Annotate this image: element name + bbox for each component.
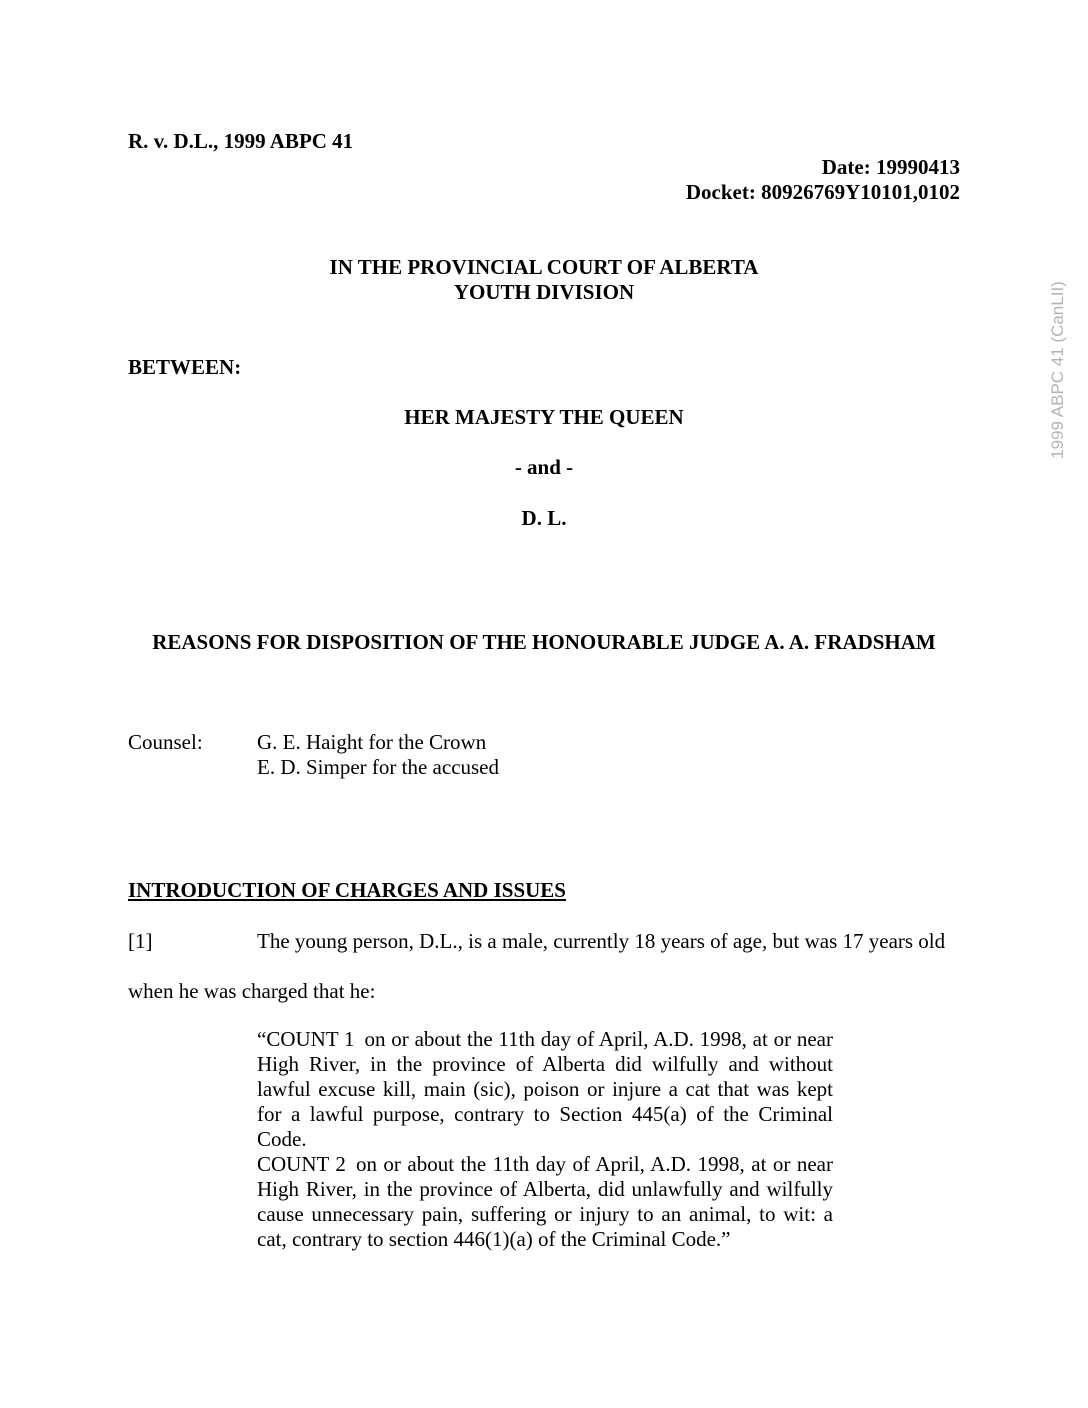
party-accused: D. L.: [521, 506, 567, 530]
paragraph-line-1: The young person, D.L., is a male, currently 18 years of age, but was 17 years old: [257, 929, 946, 953]
reasons-title: REASONS FOR DISPOSITION OF THE HONOURABLE JUDGE A. A. FRADSHAM: [152, 630, 936, 654]
and-separator: - and -: [514, 455, 574, 479]
counsel-label: Counsel:: [128, 730, 203, 754]
charge-quote-count-2: [257, 1152, 833, 1252]
decision-date: Date: 19990413: [821, 155, 960, 179]
counsel-accused: E. D. Simper for the accused: [257, 755, 500, 779]
court-division: YOUTH DIVISION: [453, 280, 635, 304]
court-name: IN THE PROVINCIAL COURT OF ALBERTA: [329, 255, 759, 279]
charge-quote-count-1: [257, 1027, 833, 1152]
count-2-label: COUNT 2: [257, 1152, 346, 1176]
section-heading: INTRODUCTION OF CHARGES AND ISSUES: [128, 878, 566, 902]
paragraph-number: [1]: [128, 929, 153, 953]
count-1-text: on or about the 11th day of April, A.D. 1998, at or near High River, in the province of Alberta did wilfully and without lawful excuse kill, main (sic), poison or injure a cat that was kept for a lawful purpose, contrary to Section 445(a) of the Criminal Code.: [257, 1027, 833, 1151]
count-2-text: on or about the 11th day of April, A.D. 1998, at or near High River, in the province of Alberta, did unlawfully and wilfully cause unnecessary pain, suffering or injury to an animal, to wit: a cat, contrary to section 446(1)(a) of the Criminal Code.”: [257, 1152, 833, 1251]
canlii-watermark: 1999 ABPC 41 (CanLII): [1048, 281, 1067, 459]
case-citation: R. v. D.L., 1999 ABPC 41: [128, 129, 354, 153]
paragraph-line-2: when he was charged that he:: [128, 979, 376, 1003]
count-1-label: “COUNT 1: [257, 1027, 355, 1051]
party-crown: HER MAJESTY THE QUEEN: [404, 405, 684, 429]
docket-number: Docket: 80926769Y10101,0102: [685, 180, 960, 204]
counsel-crown: G. E. Haight for the Crown: [257, 730, 487, 754]
between-label: BETWEEN:: [128, 355, 242, 379]
